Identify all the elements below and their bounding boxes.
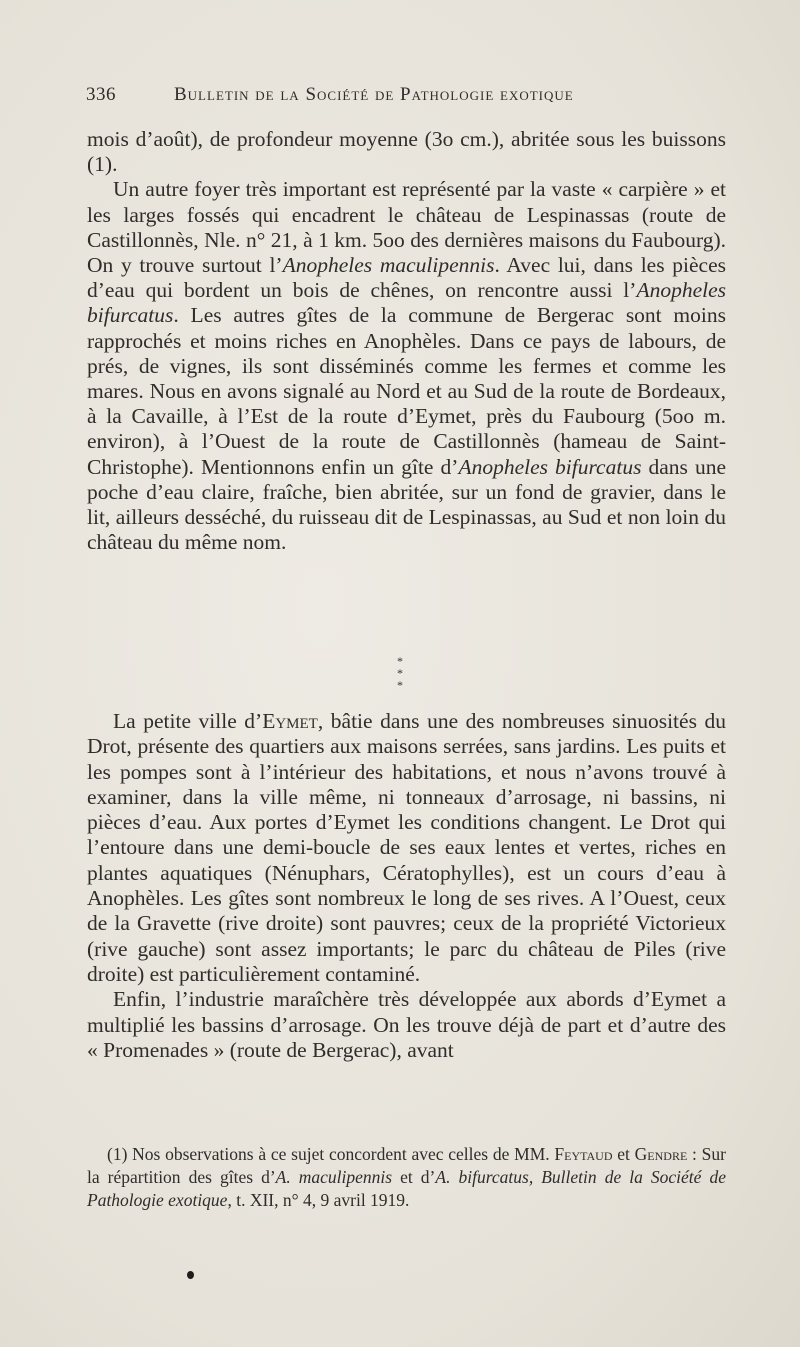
- species-name: A. maculipennis: [275, 1167, 393, 1187]
- running-header: [86, 84, 726, 114]
- body-text-bottom: [87, 709, 726, 1063]
- text-run: Un autre foyer très important est représenté par la vaste « carpière » et les larges fossés qui encadrent le château de Lespinassas (route de Castillonnès, Nle. n° 21, à 1 km. 5oo des dernières maisons du Faubourg). On y trouve surtout l’: [87, 177, 726, 278]
- author-name: Gendre: [634, 1144, 688, 1164]
- paragraph-enfin: [87, 987, 726, 1063]
- separator-star: *: [397, 654, 403, 668]
- text-run: , bâtie dans une des nombreuses sinuosités du Drot, présente des quartiers aux maisons serrées, sans jardins. Les puits et les pompes sont à l’intérieur des habitations, et nous n’avons trouvé à examiner, dans la ville même, ni tonneaux d’arrosage, ni bassins, ni pièces d’eau. Aux portes d’Eymet les conditions changent. Le Drot qui l’entoure dans une demi-boucle de ses eaux lentes et vertes, riches en plantes aquatiques (Nénuphars, Cératophylles), est un cours d’eau à Anophèles. Les gîtes sont nombreux le long de ses rives. A l’Ouest, ceux de la Gravette (rive droite) sont pauvres; ceux de la propriété Victorieux (rive gauche) sont assez importants; le parc du château de Piles (rive droite) est particulièrement contaminé.: [87, 709, 726, 986]
- author-name: Feytaud: [554, 1144, 613, 1164]
- text-run: et: [612, 1144, 635, 1164]
- footnote: [87, 1143, 726, 1212]
- species-name: Anopheles bifurcatus: [458, 454, 642, 479]
- text-run: et d’: [392, 1167, 436, 1187]
- page-number: 336: [86, 84, 116, 105]
- text-run: . Avec lui, dans les pièces d’eau qui bordent un bois de chênes, on rencontre aussi l’: [87, 253, 726, 303]
- paragraph-continuation: [87, 127, 726, 177]
- footnote-text: [87, 1143, 726, 1212]
- citation-title: A. bifurcatus, Bulletin de la Société de Pathologie exotique: [87, 1167, 726, 1210]
- text-run: : Sur la répartition des gîtes d’: [87, 1144, 726, 1187]
- species-name: Anopheles maculipennis: [282, 253, 495, 278]
- paragraph-eymet: [87, 709, 726, 987]
- text-run: La petite ville d’: [113, 709, 263, 733]
- ink-dot-mark: [187, 1271, 194, 1279]
- text-run: Enfin, l’industrie maraîchère très développée aux abords d’Eymet a multiplié les bassins d’arrosage. On les trouve déjà de part et d’autre des « Promenades » (route de Bergerac), avant: [87, 987, 726, 1062]
- text-run: dans une poche d’eau claire, fraîche, bien abritée, sur un fond de gravier, dans le lit, ailleurs desséché, du ruisseau dit de Lespinassas, au Sud et non loin du château du même nom.: [87, 454, 726, 555]
- paragraph-text: mois d’août), de profondeur moyenne (3o cm.), abritée sous les buissons (1).: [87, 127, 726, 177]
- paragraph-lespinassas: [87, 177, 726, 555]
- running-title: Bulletin de la Société de Pathologie exotique: [174, 84, 574, 105]
- separator-stars: * *: [397, 666, 409, 692]
- body-text-top: [87, 127, 726, 555]
- species-name: Anopheles bifurcatus: [87, 278, 726, 328]
- text-run: , t. XII, n° 4, 9 avril 1919.: [227, 1190, 410, 1210]
- section-separator: [385, 655, 415, 691]
- place-name: Eymet: [262, 709, 318, 733]
- text-run: . Les autres gîtes de la commune de Bergerac sont moins rapprochés et moins riches en Anophèles. Dans ce pays de labours, de prés, de vignes, ils sont disséminés comme les fermes et comme les mares. Nous en avons signalé au Nord et au Sud de la route de Bordeaux, à la Cavaille, à l’Est de la route d’Eymet, près du Faubourg (5oo m. environ), à l’Ouest de la route de Castillonnès (hameau de Saint-Christophe). Mentionnons enfin un gîte d’: [87, 303, 726, 479]
- text-run: (1) Nos observations à ce sujet concordent avec celles de MM.: [107, 1144, 555, 1164]
